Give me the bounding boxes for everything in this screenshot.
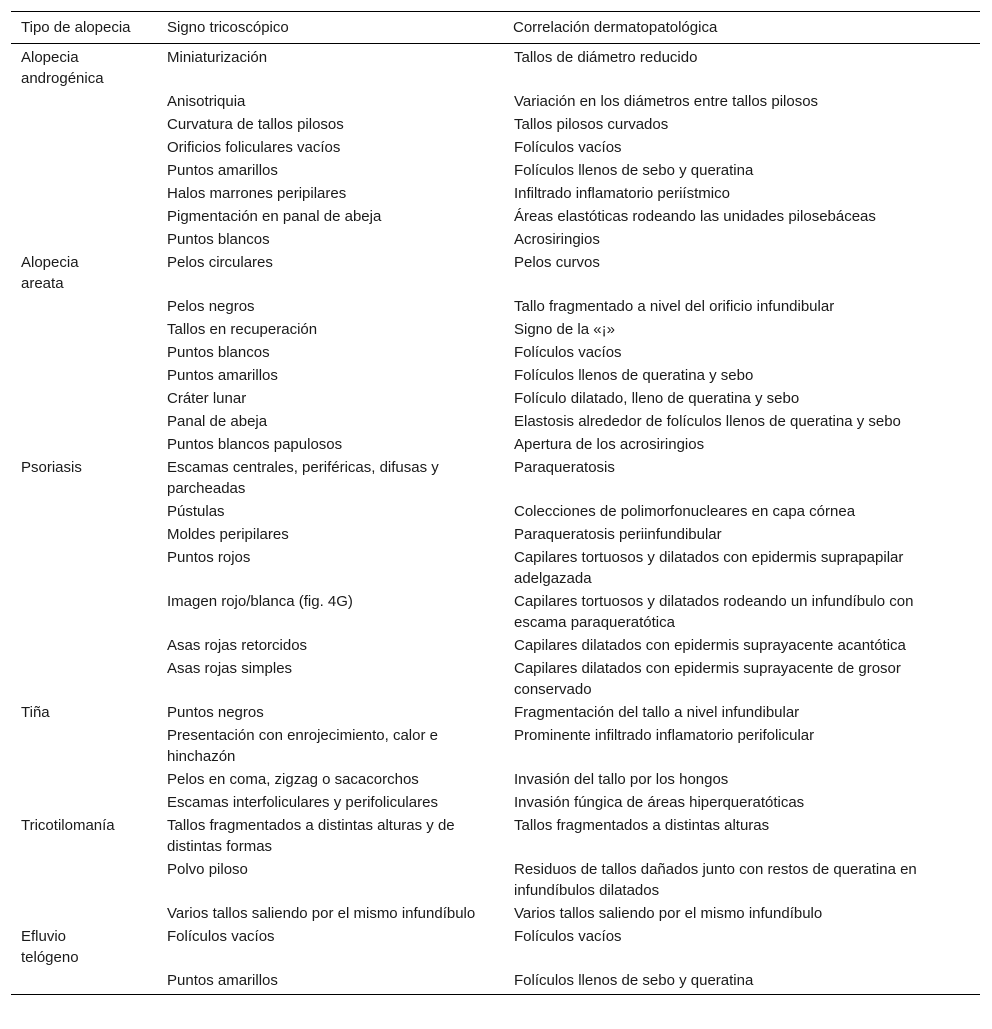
table-row — [11, 90, 980, 113]
cell-dermatopathologic-correlation: Capilares dilatados con epidermis suprayacente acantótica — [514, 637, 906, 654]
cell-trichoscopic-sign: Puntos amarillos — [167, 972, 278, 989]
table-row — [11, 902, 980, 925]
cell-dermatopathologic-correlation: Colecciones de polimorfonucleares en capa córnea — [514, 503, 856, 520]
cell-trichoscopic-sign: Tallos en recuperación — [167, 321, 318, 338]
table-row — [11, 113, 980, 136]
cell-dermatopathologic-correlation: Acrosiringios — [514, 231, 600, 248]
cell-dermatopathologic-correlation: Áreas elastóticas rodeando las unidades pilosebáceas — [514, 208, 876, 225]
cell-dermatopathologic-correlation: Signo de la «¡» — [514, 321, 615, 338]
table-row — [11, 724, 980, 768]
table-row — [11, 228, 980, 251]
cell-alopecia-type — [11, 724, 157, 768]
table-row — [11, 969, 980, 995]
cell-dermatopathologic-correlation: Capilares tortuosos y dilatados con epidermis suprapapilar adelgazada — [514, 549, 904, 587]
cell-alopecia-type — [11, 318, 157, 341]
cell-dermatopathologic-correlation: Folículos llenos de queratina y sebo — [514, 367, 754, 384]
cell-trichoscopic-sign: Orificios foliculares vacíos — [167, 139, 341, 156]
table-row — [11, 433, 980, 456]
cell-dermatopathologic-correlation: Residuos de tallos dañados junto con restos de queratina en infundíbulos dilatados — [514, 861, 917, 899]
table-row — [11, 318, 980, 341]
cell-trichoscopic-sign: Puntos negros — [167, 704, 264, 721]
cell-alopecia-type — [11, 657, 157, 701]
cell-trichoscopic-sign: Panal de abeja — [167, 413, 268, 430]
cell-trichoscopic-sign: Puntos blancos — [167, 231, 270, 248]
cell-trichoscopic-sign: Miniaturización — [167, 49, 268, 66]
trichoscopy-correlation-table — [11, 11, 980, 995]
cell-alopecia-type — [11, 546, 157, 590]
cell-dermatopathologic-correlation: Folículos vacíos — [514, 139, 622, 156]
cell-trichoscopic-sign: Puntos blancos papulosos — [167, 436, 343, 453]
cell-dermatopathologic-correlation: Paraqueratosis — [514, 459, 615, 476]
cell-trichoscopic-sign: Curvatura de tallos pilosos — [167, 116, 344, 133]
cell-alopecia-type: Efluvio telógeno — [21, 928, 79, 966]
cell-dermatopathologic-correlation: Prominente infiltrado inflamatorio perifolicular — [514, 727, 815, 744]
cell-alopecia-type — [11, 768, 157, 791]
cell-dermatopathologic-correlation: Folículos llenos de sebo y queratina — [514, 972, 754, 989]
cell-alopecia-type — [11, 182, 157, 205]
cell-dermatopathologic-correlation: Apertura de los acrosiringios — [514, 436, 705, 453]
cell-trichoscopic-sign: Asas rojas simples — [167, 660, 293, 677]
table-row — [11, 387, 980, 410]
cell-dermatopathologic-correlation: Fragmentación del tallo a nivel infundibular — [514, 704, 800, 721]
table-body — [11, 44, 980, 995]
cell-trichoscopic-sign: Moldes peripilares — [167, 526, 289, 543]
cell-dermatopathologic-correlation: Folículo dilatado, lleno de queratina y sebo — [514, 390, 800, 407]
cell-alopecia-type: Alopecia areata — [21, 254, 79, 292]
cell-alopecia-type: Tricotilomanía — [21, 817, 115, 834]
cell-trichoscopic-sign: Escamas interfoliculares y perifoliculares — [167, 794, 438, 811]
cell-alopecia-type: Psoriasis — [21, 459, 82, 476]
cell-dermatopathologic-correlation: Pelos curvos — [514, 254, 600, 271]
table-row — [11, 410, 980, 433]
cell-dermatopathologic-correlation: Capilares dilatados con epidermis suprayacente de grosor conservado — [514, 660, 901, 698]
cell-trichoscopic-sign: Cráter lunar — [167, 390, 247, 407]
table-row — [11, 791, 980, 814]
cell-dermatopathologic-correlation: Paraqueratosis periinfundibular — [514, 526, 722, 543]
cell-dermatopathologic-correlation: Variación en los diámetros entre tallos pilosos — [514, 93, 819, 110]
cell-dermatopathologic-correlation: Capilares tortuosos y dilatados rodeando un infundíbulo con escama paraqueratótica — [514, 593, 914, 631]
cell-trichoscopic-sign: Puntos amarillos — [167, 162, 278, 179]
cell-alopecia-type: Alopecia androgénica — [21, 49, 104, 87]
cell-dermatopathologic-correlation: Tallos pilosos curvados — [514, 116, 669, 133]
table-row — [11, 136, 980, 159]
cell-alopecia-type — [11, 969, 157, 995]
table-row — [11, 590, 980, 634]
table-row — [11, 456, 980, 500]
cell-dermatopathologic-correlation: Elastosis alrededor de folículos llenos de queratina y sebo — [514, 413, 901, 430]
cell-alopecia-type — [11, 523, 157, 546]
cell-trichoscopic-sign: Pelos negros — [167, 298, 255, 315]
cell-trichoscopic-sign: Puntos blancos — [167, 344, 270, 361]
table-row — [11, 768, 980, 791]
cell-trichoscopic-sign: Folículos vacíos — [167, 928, 275, 945]
header-trichoscopic-sign: Signo tricoscópico — [167, 19, 289, 36]
cell-trichoscopic-sign: Pústulas — [167, 503, 225, 520]
trichoscopy-table-container — [11, 11, 980, 995]
cell-trichoscopic-sign: Asas rojas retorcidos — [167, 637, 308, 654]
cell-alopecia-type — [11, 341, 157, 364]
table-row — [11, 701, 980, 724]
table-row — [11, 814, 980, 858]
cell-alopecia-type — [11, 113, 157, 136]
cell-dermatopathologic-correlation: Invasión del tallo por los hongos — [514, 771, 729, 788]
cell-alopecia-type — [11, 159, 157, 182]
cell-dermatopathologic-correlation: Tallos fragmentados a distintas alturas — [514, 817, 770, 834]
cell-alopecia-type — [11, 500, 157, 523]
table-row — [11, 251, 980, 295]
cell-trichoscopic-sign: Pigmentación en panal de abeja — [167, 208, 382, 225]
cell-alopecia-type — [11, 902, 157, 925]
table-row — [11, 159, 980, 182]
cell-alopecia-type — [11, 634, 157, 657]
table-row — [11, 341, 980, 364]
cell-alopecia-type — [11, 387, 157, 410]
cell-trichoscopic-sign: Anisotriquia — [167, 93, 246, 110]
cell-alopecia-type — [11, 90, 157, 113]
table-row — [11, 182, 980, 205]
cell-alopecia-type — [11, 590, 157, 634]
table-row — [11, 546, 980, 590]
table-header — [11, 12, 980, 44]
table-row — [11, 364, 980, 387]
cell-dermatopathologic-correlation: Infiltrado inflamatorio periístmico — [514, 185, 730, 202]
cell-alopecia-type — [11, 136, 157, 159]
header-dermatopathologic-correlation: Correlación dermatopatológica — [513, 19, 718, 36]
cell-alopecia-type — [11, 295, 157, 318]
cell-trichoscopic-sign: Puntos amarillos — [167, 367, 278, 384]
cell-trichoscopic-sign: Tallos fragmentados a distintas alturas y de distintas formas — [167, 817, 455, 855]
cell-alopecia-type — [11, 228, 157, 251]
table-row — [11, 634, 980, 657]
table-row — [11, 500, 980, 523]
cell-trichoscopic-sign: Escamas centrales, periféricas, difusas y parcheadas — [167, 459, 439, 497]
table-row — [11, 44, 980, 91]
cell-trichoscopic-sign: Halos marrones peripilares — [167, 185, 347, 202]
cell-dermatopathologic-correlation: Folículos llenos de sebo y queratina — [514, 162, 754, 179]
cell-alopecia-type: Tiña — [21, 704, 50, 721]
cell-alopecia-type — [11, 858, 157, 902]
cell-alopecia-type — [11, 791, 157, 814]
cell-dermatopathologic-correlation: Invasión fúngica de áreas hiperqueratóticas — [514, 794, 805, 811]
table-row — [11, 925, 980, 969]
table-row — [11, 657, 980, 701]
cell-alopecia-type — [11, 364, 157, 387]
cell-trichoscopic-sign: Pelos en coma, zigzag o sacacorchos — [167, 771, 419, 788]
table-row — [11, 858, 980, 902]
cell-trichoscopic-sign: Imagen rojo/blanca (fig. 4G) — [167, 593, 353, 610]
header-row — [11, 12, 980, 44]
cell-dermatopathologic-correlation: Tallo fragmentado a nivel del orificio infundibular — [514, 298, 835, 315]
table-row — [11, 523, 980, 546]
table-row — [11, 205, 980, 228]
header-alopecia-type: Tipo de alopecia — [21, 19, 131, 36]
cell-trichoscopic-sign: Puntos rojos — [167, 549, 251, 566]
table-row — [11, 295, 980, 318]
cell-dermatopathologic-correlation: Folículos vacíos — [514, 928, 622, 945]
cell-alopecia-type — [11, 410, 157, 433]
cell-trichoscopic-sign: Varios tallos saliendo por el mismo infundíbulo — [167, 905, 476, 922]
cell-dermatopathologic-correlation: Folículos vacíos — [514, 344, 622, 361]
cell-alopecia-type — [11, 433, 157, 456]
cell-alopecia-type — [11, 205, 157, 228]
cell-dermatopathologic-correlation: Tallos de diámetro reducido — [514, 49, 698, 66]
cell-trichoscopic-sign: Polvo piloso — [167, 861, 248, 878]
cell-trichoscopic-sign: Presentación con enrojecimiento, calor e hinchazón — [167, 727, 438, 765]
cell-dermatopathologic-correlation: Varios tallos saliendo por el mismo infundíbulo — [514, 905, 823, 922]
cell-trichoscopic-sign: Pelos circulares — [167, 254, 273, 271]
